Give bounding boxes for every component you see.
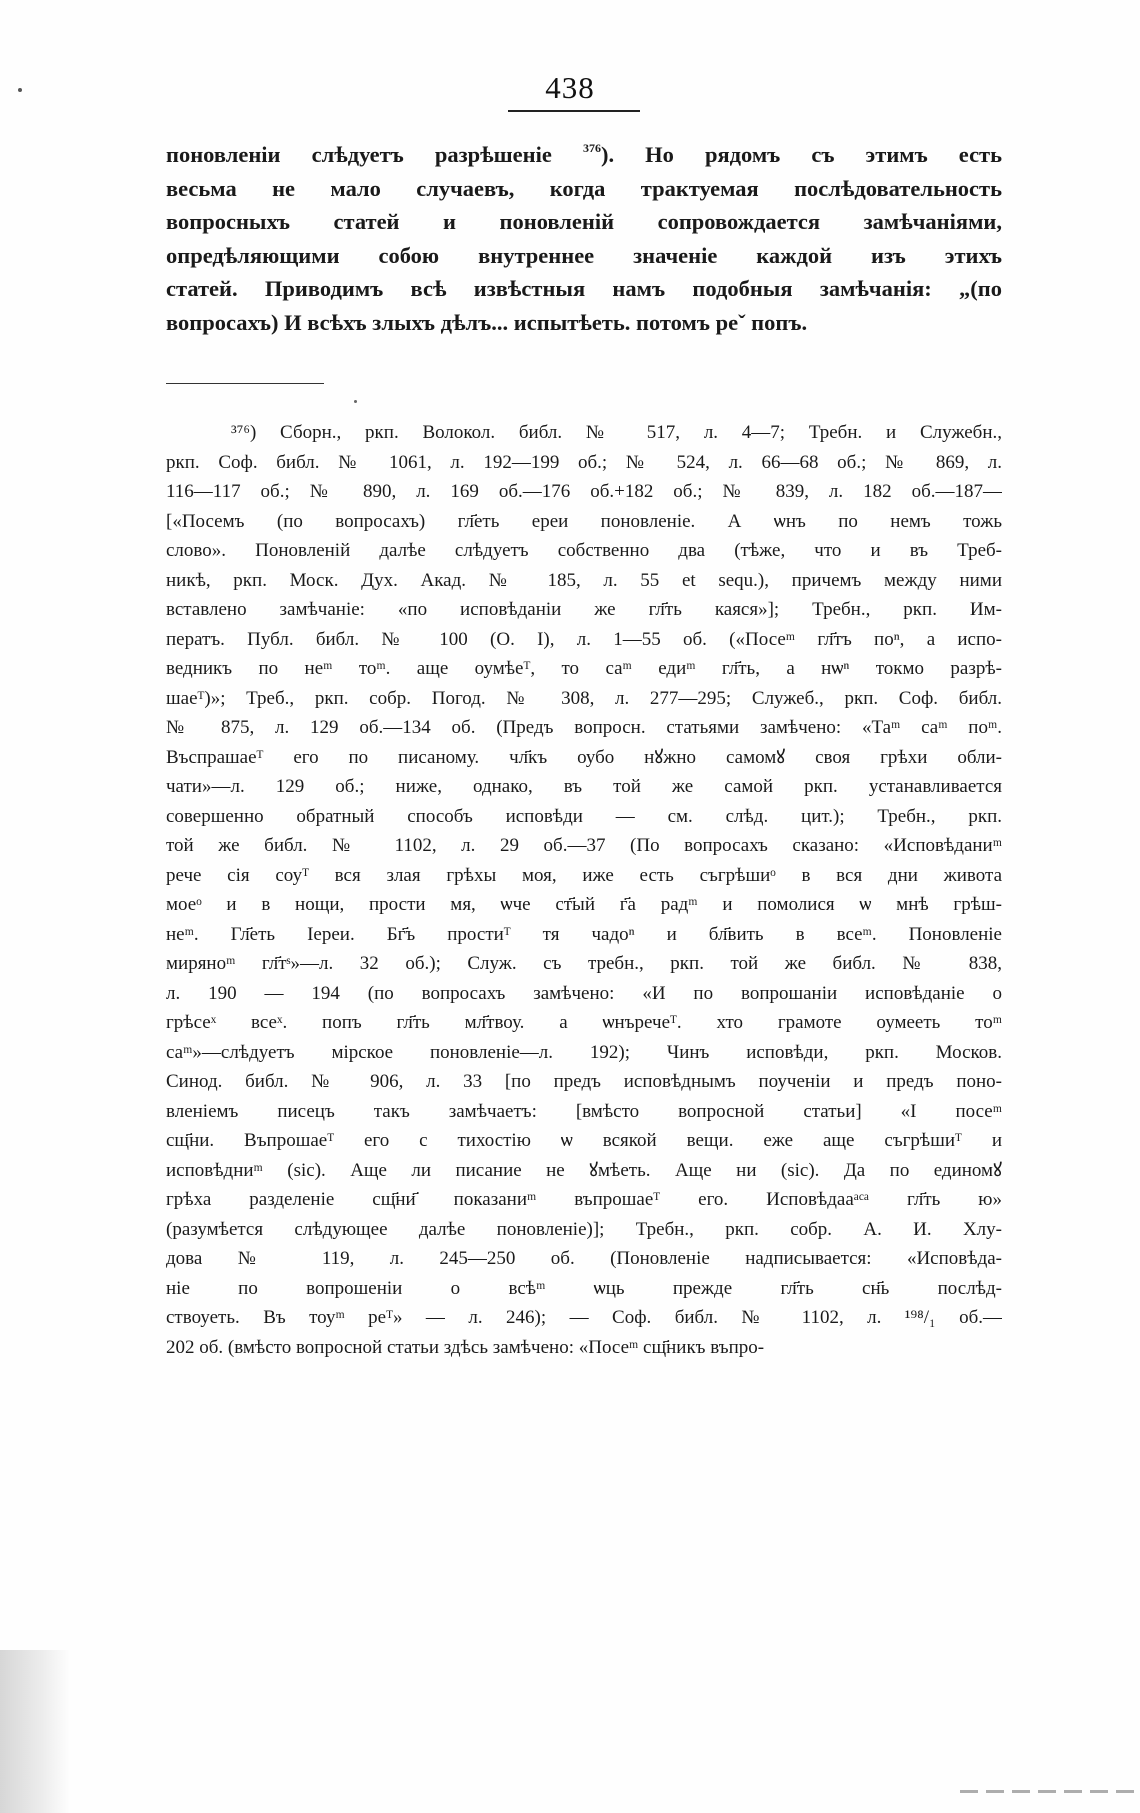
footnotes <box>166 418 1002 1362</box>
body-line <box>166 205 1002 239</box>
body-line-text: статей. Приводимъ всѣ извѣстныя намъ подобныя замѣчанія: „(по <box>166 276 1002 301</box>
body-line <box>166 172 1002 206</box>
footnote-reference: 376 <box>582 141 601 155</box>
body-line <box>166 239 1002 273</box>
body-line <box>166 306 1002 340</box>
footnote-line: никѣ, ркп. Моск. Дух. Акад. № 185, л. 55 et sequ.), причемъ между ними <box>166 569 1002 591</box>
footnote-line: Синод. библ. № 906, л. 33 [по предъ исповѣднымъ поученіи и предъ поно- <box>166 1071 1002 1092</box>
footnote-line: ствоуеть. Въ тоуᵐ реᵀ» — л. 246); — Соф. библ. № 1102, л. ¹⁹⁸/₁ об.— <box>166 1307 1002 1328</box>
footnote-line: совершенно обратный способъ исповѣди — см. слѣд. цит.); Требн., ркп. <box>166 805 1002 827</box>
scan-speck <box>18 88 22 92</box>
footnote-line: 116—117 об.; № 890, л. 169 об.—176 об.+182 об.; № 839, л. 182 об.—187— <box>166 481 1002 502</box>
footnote-line: рече сія соуᵀ вся злая грѣхы моя, иже есть съгрѣшиᵒ в вся дни живота <box>166 864 1002 886</box>
body-line-text: вопросахъ) И всѣхъ злыхъ дѣлъ... испытѣеть. потомъ реˇ попъ. <box>166 309 808 335</box>
page-number: 438 <box>545 70 595 105</box>
scan-streak <box>960 1790 1140 1793</box>
footnote-line: неᵐ. Гл҃еть Іереи. Бг҃ъ простиᵀ тя чадоⁿ и бл҃вить в всеᵐ. Поновленіе <box>166 923 1002 945</box>
body-line-text: поновленіи слѣдуетъ разрѣшеніе <box>166 142 583 167</box>
scan-shadow <box>0 1650 70 1813</box>
footnote-line: (разумѣется слѣдующее далѣе поновленіе)]; Требн., ркп. собр. А. И. Хлу- <box>166 1218 1002 1240</box>
footnote-line: мирянoᵐ гл҃тˢ»—л. 32 об.); Служ. съ требн., ркп. той же библ. № 838, <box>166 953 1002 974</box>
scan-speck <box>354 400 357 403</box>
footnote-line: той же библ. № 1102, л. 29 об.—37 (По вопросахъ сказано: «Исповѣданиᵐ <box>166 835 1002 856</box>
body-line-text: вопросныхъ статей и поновленій сопровождается замѣчаніями, <box>166 209 1002 234</box>
footnote-line: грѣха разделеніе сщ҃ни҃ показаниᵐ въпрошаеᵀ его. Исповѣдааᵃᶜᵃ гл҃ть ю» <box>166 1189 1002 1210</box>
footnote-line: чати»—л. 129 об.; ниже, однако, въ той же самой ркп. устанавливается <box>166 776 1002 797</box>
footnote-line: [«Посемъ (по вопросахъ) гл҃еть ереи поновленіе. А ѡнъ по немъ тожь <box>166 510 1002 532</box>
footnote-line: саᵐ»—слѣдуетъ мірское поновленіе—л. 192); Чинъ исповѣди, ркп. Москов. <box>166 1041 1002 1063</box>
footnote-line: ведникъ по неᵐ тоᵐ. аще оумѣеᵀ, то саᵐ едиᵐ гл҃ть, а нѡⁿ токмо разрѣ- <box>166 658 1002 679</box>
footnote-line: слово». Поновленій далѣе слѣдуетъ собственно два (тѣже, что и въ Треб- <box>166 540 1002 561</box>
page-number-underline <box>508 110 640 112</box>
footnote-line: л. 190 — 194 (по вопросахъ замѣчено: «И по вопрошаніи исповѣданіе о <box>166 982 1002 1004</box>
footnote-line: ³⁷⁶) Сборн., ркп. Волокол. библ. № 517, л. 4—7; Требн. и Служебн., <box>231 422 1002 443</box>
footnote-line: ператъ. Публ. библ. № 100 (О. I), л. 1—55 об. («Посеᵐ гл҃тъ поⁿ, а испо- <box>166 628 1002 650</box>
footnote-line: 202 об. (вмѣсто вопросной статьи здѣсь замѣчено: «Посеᵐ сщ҃никъ въпро- <box>166 1336 765 1358</box>
body-line <box>166 272 1002 306</box>
footnote-line: моеᵒ и в нощи, прости мя, ѡче ст҃ый г҃а радᵐ и помолися ѡ мнѣ грѣш- <box>166 894 1002 915</box>
footnote-divider <box>166 383 324 384</box>
footnote-line: дова № 119, л. 245—250 об. (Поновленіе надписывается: «Исповѣда- <box>166 1248 1002 1269</box>
footnote-line: исповѣдниᵐ (sic). Аще ли писание не ꙋмѣеть. Аще ни (sic). Да по единомꙋ <box>166 1159 1002 1181</box>
body-line-text: опредѣляющими собою внутреннее значеніе каждой изъ этихъ <box>166 242 1002 268</box>
body-line <box>166 138 1002 172</box>
footnote-line: Въспрашаеᵀ его по писаному. чл҃къ оубо нꙋжно самомꙋ своя грѣхи обли- <box>166 746 1002 768</box>
footnote-line: ркп. Соф. библ. № 1061, л. 192—199 об.; № 524, л. 66—68 об.; № 869, л. <box>166 451 1002 473</box>
footnote-line: грѣсеˣ всеˣ. попъ гл҃ть мл҃твоу. а ѡнъречеᵀ. хто грамоте оумееть тоᵐ <box>166 1012 1002 1033</box>
footnote-line: № 875, л. 129 об.—134 об. (Предъ вопросн. статьями замѣчено: «Таᵐ саᵐ поᵐ. <box>166 717 1002 738</box>
footnote-line: вставлено замѣчаніе: «по исповѣданіи же гл҃ть каяся»]; Требн., ркп. Им- <box>166 599 1002 620</box>
footnote-line: шаеᵀ)»; Треб., ркп. собр. Погод. № 308, л. 277—295; Служеб., ркп. Соф. библ. <box>166 687 1002 709</box>
body-line-text: ). Но рядомъ съ этимъ есть <box>600 142 1002 167</box>
body-line-text: весьма не мало случаевъ, когда трактуемая послѣдовательность <box>166 175 1002 201</box>
footnote-line: сщ҃ни. Въпрошаеᵀ его с тихостію ѡ всякой вещи. еже аще съгрѣшиᵀ и <box>166 1130 1002 1151</box>
main-text <box>166 138 1002 339</box>
footnote-line: ніе по вопрошеніи о всѣᵐ ѡць прежде гл҃ть сн҃ь послѣд- <box>166 1277 1002 1299</box>
footnote-line: вленіемъ писецъ такъ замѣчаетъ: [вмѣсто вопросной статьи] «І посеᵐ <box>166 1100 1002 1122</box>
